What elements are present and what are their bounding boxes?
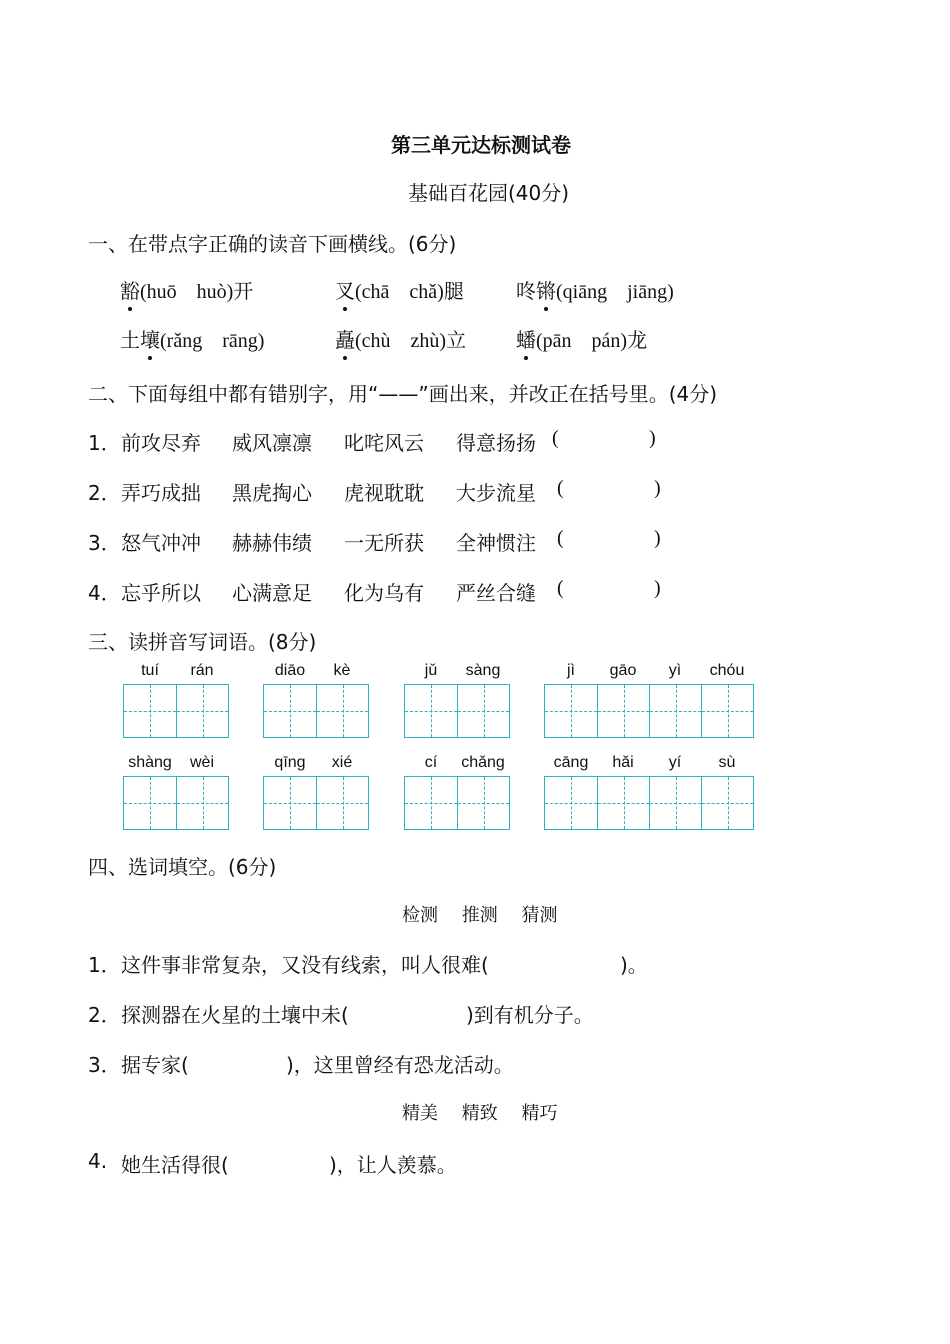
error-row xyxy=(88,477,121,506)
sentence-before: 这件事非常复杂，又没有线索，叫人很难( xyxy=(121,953,489,977)
answer-paren-open: ( xyxy=(557,527,564,549)
writing-grid[interactable] xyxy=(404,776,510,830)
error-row xyxy=(88,577,121,606)
sentence-after: )。 xyxy=(620,953,648,977)
fill-sentence xyxy=(88,949,121,978)
word-head: 咚 xyxy=(516,279,536,303)
word: 前攻尽弃 xyxy=(121,431,201,455)
pinyin-options: (pān pán) xyxy=(536,330,628,352)
sentence-after: )，让人羡慕。 xyxy=(329,1153,457,1177)
word: 严丝合缝 xyxy=(456,581,536,605)
dotted-char: 矗 xyxy=(335,324,355,353)
pinyin-options: (chā chǎ) xyxy=(355,281,444,303)
word: 虎视耽耽 xyxy=(344,481,424,505)
word: 赫赫伟绩 xyxy=(232,531,312,555)
fill-sentence xyxy=(88,999,121,1028)
section3-heading: 三、读拼音写词语。(8分) xyxy=(88,630,317,654)
pinyin-item xyxy=(120,324,264,353)
answer-paren-close: ) xyxy=(649,427,656,449)
answer-paren-close: ) xyxy=(654,577,661,599)
sentence-before: 探测器在火星的土壤中未( xyxy=(121,1003,349,1027)
row-number: 4． xyxy=(88,581,121,605)
answer-paren-open: ( xyxy=(552,427,559,449)
row-number: 1． xyxy=(88,431,121,455)
word-tail: 龙 xyxy=(627,328,648,352)
dotted-char: 豁 xyxy=(120,275,140,304)
word: 忘乎所以 xyxy=(121,581,201,605)
pinyin-label: jì xyxy=(567,662,575,679)
row-number: 2． xyxy=(88,481,121,505)
answer-paren-open: ( xyxy=(557,477,564,499)
pinyin-item xyxy=(516,275,674,304)
pinyin-label: sù xyxy=(718,754,736,771)
sentence-before: 她生活得很( xyxy=(121,1153,229,1177)
sentence-before: 据专家( xyxy=(121,1053,189,1077)
word: 威风凛凛 xyxy=(232,431,312,455)
pinyin-options: (huō huò) xyxy=(140,281,234,303)
row-number: 3． xyxy=(88,1053,121,1077)
word-head: 土 xyxy=(120,328,140,352)
answer-paren-close: ) xyxy=(654,477,661,499)
error-row xyxy=(88,427,121,456)
pinyin-label: diāo xyxy=(274,662,306,679)
word: 化为乌有 xyxy=(344,581,424,605)
pinyin-label: xié xyxy=(331,754,353,771)
fill-sentence xyxy=(88,1049,121,1078)
answer-paren-open: ( xyxy=(557,577,564,599)
writing-grid[interactable] xyxy=(404,684,510,738)
pinyin-item xyxy=(516,324,647,353)
pinyin-label: hǎi xyxy=(612,754,634,771)
pinyin-label: sàng xyxy=(465,662,501,679)
pinyin-label: rán xyxy=(190,662,214,679)
writing-grid[interactable] xyxy=(263,684,369,738)
writing-grid[interactable] xyxy=(123,776,229,830)
row-number: 1． xyxy=(88,953,121,977)
dotted-char: 锵 xyxy=(536,275,556,304)
word: 怒气冲冲 xyxy=(121,531,201,555)
writing-grid[interactable] xyxy=(263,776,369,830)
pinyin-label: shàng xyxy=(128,754,172,771)
dotted-char: 叉 xyxy=(335,275,355,304)
pinyin-label: yí xyxy=(668,754,682,771)
answer-paren-close: ) xyxy=(654,527,661,549)
pinyin-options: (chù zhù) xyxy=(355,330,447,352)
section1-heading: 一、在带点字正确的读音下画横线。(6分) xyxy=(88,232,457,256)
writing-grid[interactable] xyxy=(544,684,754,738)
word: 一无所获 xyxy=(344,531,424,555)
dotted-char: 蟠 xyxy=(516,324,536,353)
word: 大步流星 xyxy=(456,481,536,505)
pinyin-label: cí xyxy=(424,754,438,771)
word-tail: 腿 xyxy=(443,279,464,303)
section-subtitle: 基础百花园(40分) xyxy=(408,181,570,205)
section4-heading: 四、选词填空。(6分) xyxy=(88,855,277,879)
error-row xyxy=(88,527,121,556)
pinyin-item xyxy=(335,324,466,353)
word: 得意扬扬 xyxy=(456,431,536,455)
writing-grid[interactable] xyxy=(544,776,754,830)
pinyin-label: gāo xyxy=(609,662,637,679)
word-tail: 开 xyxy=(233,279,254,303)
pinyin-label: qīng xyxy=(274,754,306,771)
pinyin-label: kè xyxy=(333,662,351,679)
pinyin-options: (qiāng jiāng) xyxy=(556,281,674,303)
pinyin-label: tuí xyxy=(141,662,159,679)
row-number: 2． xyxy=(88,1003,121,1027)
word: 弄巧成拙 xyxy=(121,481,201,505)
word: 叱咤风云 xyxy=(344,431,424,455)
writing-grid[interactable] xyxy=(123,684,229,738)
word-tail: 立 xyxy=(446,328,467,352)
fill-sentence xyxy=(88,1149,107,1173)
pinyin-item xyxy=(335,275,464,304)
section2-heading: 二、下面每组中都有错别字，用“——”画出来，并改正在括号里。(4分) xyxy=(88,382,718,406)
sentence-after: )到有机分子。 xyxy=(466,1003,594,1027)
row-number: 4. xyxy=(88,1149,108,1173)
pinyin-label: cāng xyxy=(553,754,589,771)
word: 黑虎掏心 xyxy=(232,481,312,505)
word: 心满意足 xyxy=(232,581,312,605)
pinyin-label: wèi xyxy=(189,754,214,771)
pinyin-label: yì xyxy=(668,662,682,679)
pinyin-label: chóu xyxy=(709,662,745,679)
page-title: 第三单元达标测试卷 xyxy=(391,133,571,157)
pinyin-options: (rǎng rāng) xyxy=(160,330,265,352)
word-choices: 检测 推测 猜测 xyxy=(402,905,558,926)
pinyin-label: chǎng xyxy=(461,754,505,771)
row-number: 3． xyxy=(88,531,121,555)
sentence-after: )，这里曾经有恐龙活动。 xyxy=(286,1053,514,1077)
word: 全神惯注 xyxy=(456,531,536,555)
pinyin-item xyxy=(120,275,253,304)
pinyin-label: jǔ xyxy=(424,662,438,679)
dotted-char: 壤 xyxy=(140,324,160,353)
word-choices: 精美 精致 精巧 xyxy=(402,1103,558,1124)
